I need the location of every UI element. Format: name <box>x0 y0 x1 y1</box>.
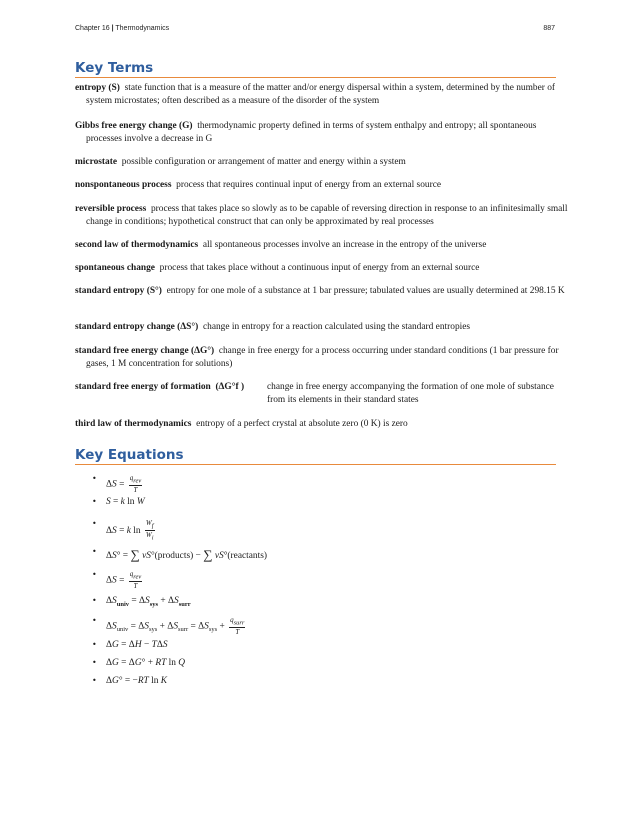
term-name: standard entropy (S°) <box>75 286 162 296</box>
equation: ΔG = ΔG° + RT ln Q <box>106 658 186 668</box>
bullet: • <box>92 570 97 579</box>
equation: ΔG = ΔH − TΔS <box>106 640 168 650</box>
term-entry <box>75 120 568 147</box>
term-name: spontaneous change <box>75 263 155 273</box>
term-entry <box>75 179 568 192</box>
bullet: • <box>92 547 97 556</box>
bullet: • <box>92 640 97 649</box>
term-name: microstate <box>75 157 117 167</box>
term-name <box>75 381 244 394</box>
bullet: • <box>92 497 97 506</box>
term-entry <box>75 285 568 298</box>
bullet: • <box>92 519 97 528</box>
term-name: third law of thermodynamics <box>75 419 192 429</box>
equation: ΔS° = ∑ νS°(products) − ∑ νS°(reactants) <box>106 547 267 562</box>
bullet: • <box>92 658 97 667</box>
equation: ΔS = k ln $\frac{W_f}{W_i}$ <box>106 519 154 542</box>
term-definition: thermodynamic property defined in terms of system enthalpy and entropy; all spontaneous processes involve a decrease in G <box>86 121 537 145</box>
term-entry <box>75 262 568 275</box>
term-definition: entropy for one mole of a substance at 1 bar pressure; tabulated values are usually determined at 298.15 K <box>166 286 565 296</box>
term-definition: change in entropy for a reaction calculated using the standard entropies <box>202 322 471 332</box>
term-entry <box>75 321 568 334</box>
term-name: second law of thermodynamics <box>75 240 199 250</box>
term-entry <box>75 418 568 431</box>
term-name: standard free energy change (ΔG°) <box>75 346 215 356</box>
term-definition: process that takes place so slowly as to be capable of reversing direction in response to an infinitesimally small change in conditions; hypothetical construct that can only be approximated by real processes <box>86 204 568 228</box>
term-definition: change in free energy for a process occurring under standard conditions (1 bar pressure for gases, 1 M concentration for solutions) <box>86 346 559 370</box>
bullet: • <box>92 676 97 685</box>
term-name: nonspontaneous process <box>75 180 172 190</box>
header-separator: | <box>111 25 114 32</box>
bullet: • <box>92 596 97 605</box>
term-definition: entropy of a perfect crystal at absolute zero (0 K) is zero <box>196 419 408 429</box>
page-header <box>75 25 555 37</box>
equation: ΔS = $\frac{q_{rev}}{T}$ <box>106 570 142 591</box>
term-definition: change in free energy accompanying the formation of one mole of substance from its elements in their standard states <box>267 382 554 406</box>
running-head <box>75 25 169 32</box>
key-equations-heading: Key Equations <box>75 447 556 465</box>
term-entry <box>75 345 568 372</box>
term-name: entropy (S) <box>75 83 120 93</box>
equation: $\Delta S_{univ} = \Delta S_{sys} + \Delta S_{surr} = \Delta S_{sys}$ + $\frac{q_{surr}}{T}$ <box>106 616 245 637</box>
equation: ΔG° = −RT ln K <box>106 676 168 686</box>
term-definition: all spontaneous processes involve an increase in the entropy of the universe <box>202 240 487 250</box>
equation: $\Delta S_{univ} = \Delta S_{sys} + \Delta S_{surr}$ <box>106 596 191 608</box>
chapter-number: Chapter 16 <box>75 25 110 32</box>
term-definition: process that takes place without a continuous input of energy from an external source <box>159 263 480 273</box>
page-number: 887 <box>543 25 555 32</box>
equation: S = k ln W <box>106 497 145 507</box>
term-name: standard entropy change (ΔS°) <box>75 322 199 332</box>
equation: ΔS = $\frac{q_{rev}}{T}$ <box>106 474 142 495</box>
term-name-text: standard free energy of formation <box>75 382 211 392</box>
term-definition: state function that is a measure of the matter and/or energy dispersal within a system, determined by the number of system microstates; often described as a measure of the disorder of the system <box>86 83 556 107</box>
term-entry <box>75 203 568 230</box>
term-symbol: (ΔG°f ) <box>215 382 245 392</box>
term-entry <box>75 156 568 169</box>
term-definition: process that requires continual input of energy from an external source <box>176 180 442 190</box>
term-definition: possible configuration or arrangement of matter and energy within a system <box>121 157 406 167</box>
key-terms-heading: Key Terms <box>75 60 556 78</box>
bullet: • <box>92 616 97 625</box>
term-entry <box>75 239 568 252</box>
term-entry <box>75 82 568 109</box>
term-name: Gibbs free energy change (G) <box>75 121 193 131</box>
term-name: reversible process <box>75 204 147 214</box>
bullet: • <box>92 474 97 483</box>
chapter-title: Thermodynamics <box>115 25 170 32</box>
